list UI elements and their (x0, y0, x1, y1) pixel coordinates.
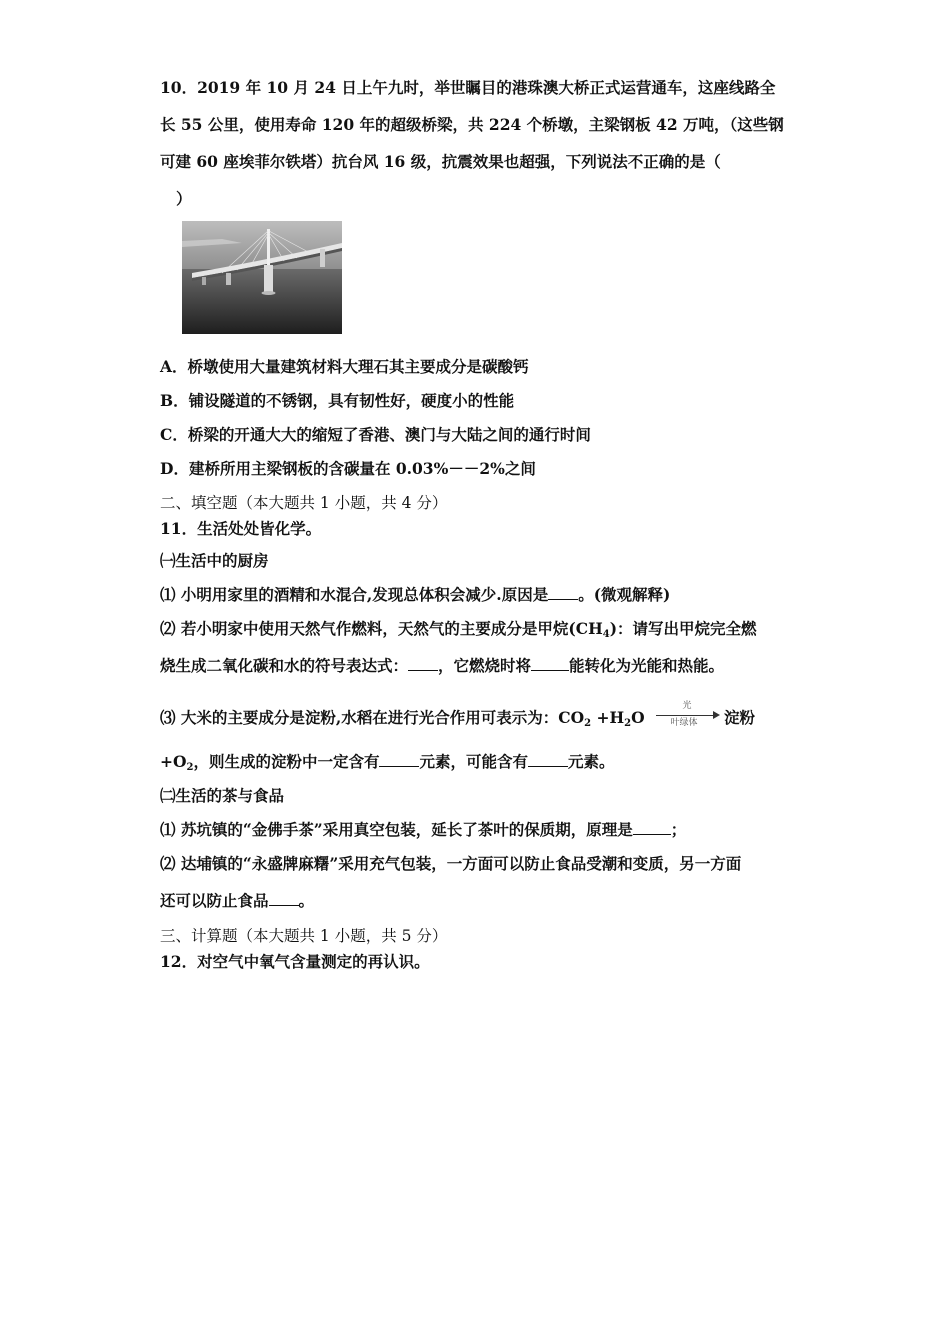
q11-part-1-title: ㈠生活中的厨房 (160, 551, 269, 570)
q10-stem-line-2: 长 55 公里，使用寿命 120 年的超级桥梁，共 224 个桥墩，主梁钢板 42 万吨，（这些钢 (160, 115, 784, 134)
q10-option-d: D．建桥所用主梁钢板的含碳量在 0.03%－－2%之间 (160, 459, 536, 478)
q10-option-b: B．铺设隧道的不锈钢，具有韧性好，硬度小的性能 (160, 391, 515, 410)
reaction-arrow (654, 703, 720, 731)
section-3-heading: 三、计算题（本大题共 1 小题，共 5 分） (160, 927, 448, 945)
q11-t2-text-a: 还可以防止食品 (160, 891, 269, 910)
q10-option-a: A．桥墩使用大量建筑材料大理石其主要成分是碳酸钙 (160, 357, 529, 376)
answer-blank[interactable] (379, 752, 419, 767)
q11-t2-line-1: ⑵ 达埔镇的“永盛牌麻糬”采用充气包装，一方面可以防止食品受潮和变质，另一方面 (160, 854, 742, 873)
q11-p2-text-d: ，它燃烧时将 (438, 656, 532, 675)
arrow-condition-light: 光 (682, 701, 692, 711)
h2o-subscript: 2 (624, 718, 632, 729)
q10-stem-line-4: ） (176, 189, 192, 208)
arrow-line (656, 715, 714, 716)
q11-part-2-title: ㈡生活的茶与食品 (160, 786, 285, 805)
arrow-head-icon (713, 711, 720, 719)
section-2-heading: 二、填空题（本大题共 1 小题，共 4 分） (160, 494, 448, 512)
q11-p3-text-e: +O (160, 752, 187, 771)
answer-blank[interactable] (633, 820, 671, 835)
q11-p3-text-a: ⑶ 大米的主要成分是淀粉,水稻在进行光合作用可表示为：CO (160, 708, 585, 727)
answer-blank[interactable] (408, 656, 438, 671)
q11-p2-subscript: 4 (602, 629, 610, 640)
q11-p3-text-h: 元素。 (568, 752, 615, 771)
q10-stem-line-1: 10．2019 年 10 月 24 日上午九时，举世瞩目的港珠澳大桥正式运营通车，这座线路全 (160, 78, 776, 97)
q11-p1-end: 。(微观解释) (578, 585, 671, 604)
q11-t1-end: ； (670, 820, 687, 839)
answer-blank[interactable] (548, 585, 578, 600)
q11-t2-text-b: 。 (298, 891, 315, 910)
q11-stem: 11．生活处处皆化学。 (160, 519, 322, 538)
q11-p2-line-2 (160, 656, 724, 676)
q12-stem: 12．对空气中氧气含量测定的再认识。 (160, 952, 430, 971)
q11-p2-text-e: 能转化为光能和热能。 (569, 656, 725, 675)
q11-p3-text-g: 元素，可能含有 (419, 752, 528, 771)
q11-t2-line-2 (160, 891, 314, 911)
answer-blank[interactable] (531, 656, 569, 671)
q11-p2-text-b: )：请写出甲烷完全燃 (609, 619, 757, 638)
q11-p3-line-1 (160, 703, 755, 734)
q11-p3-text-d: 淀粉 (724, 708, 756, 727)
q11-p3-text-b: +H (591, 708, 625, 727)
q11-p3-text-c: O (631, 708, 645, 727)
q11-p2-line-1 (160, 619, 757, 645)
q11-p3-line-2 (160, 752, 615, 778)
answer-blank[interactable] (269, 891, 299, 906)
q11-t1 (160, 820, 686, 840)
o2-subscript: 2 (186, 762, 194, 773)
q11-p1-text: ⑴ 小明用家里的酒精和水混合,发现总体积会减少.原因是 (160, 585, 549, 604)
q11-p2-text-c: 烧生成二氧化碳和水的符号表达式： (160, 656, 409, 675)
bridge-photo (182, 221, 342, 334)
q11-p3-text-f: ，则生成的淀粉中一定含有 (193, 752, 380, 771)
q10-option-c: C．桥梁的开通大大的缩短了香港、澳门与大陆之间的通行时间 (160, 425, 591, 444)
arrow-condition-chlorophyll: 叶绿体 (670, 718, 698, 728)
co2-subscript: 2 (584, 718, 592, 729)
q11-p2-text-a: ⑵ 若小明家中使用天然气作燃料，天然气的主要成分是甲烷(CH (160, 619, 603, 638)
answer-blank[interactable] (528, 752, 568, 767)
q10-stem-line-3: 可建 60 座埃菲尔铁塔）抗台风 16 级，抗震效果也超强，下列说法不正确的是（ (160, 152, 721, 171)
q11-p1 (160, 585, 670, 605)
q11-t1-text: ⑴ 苏坑镇的“金佛手茶”采用真空包装，延长了茶叶的保质期，原理是 (160, 820, 633, 839)
